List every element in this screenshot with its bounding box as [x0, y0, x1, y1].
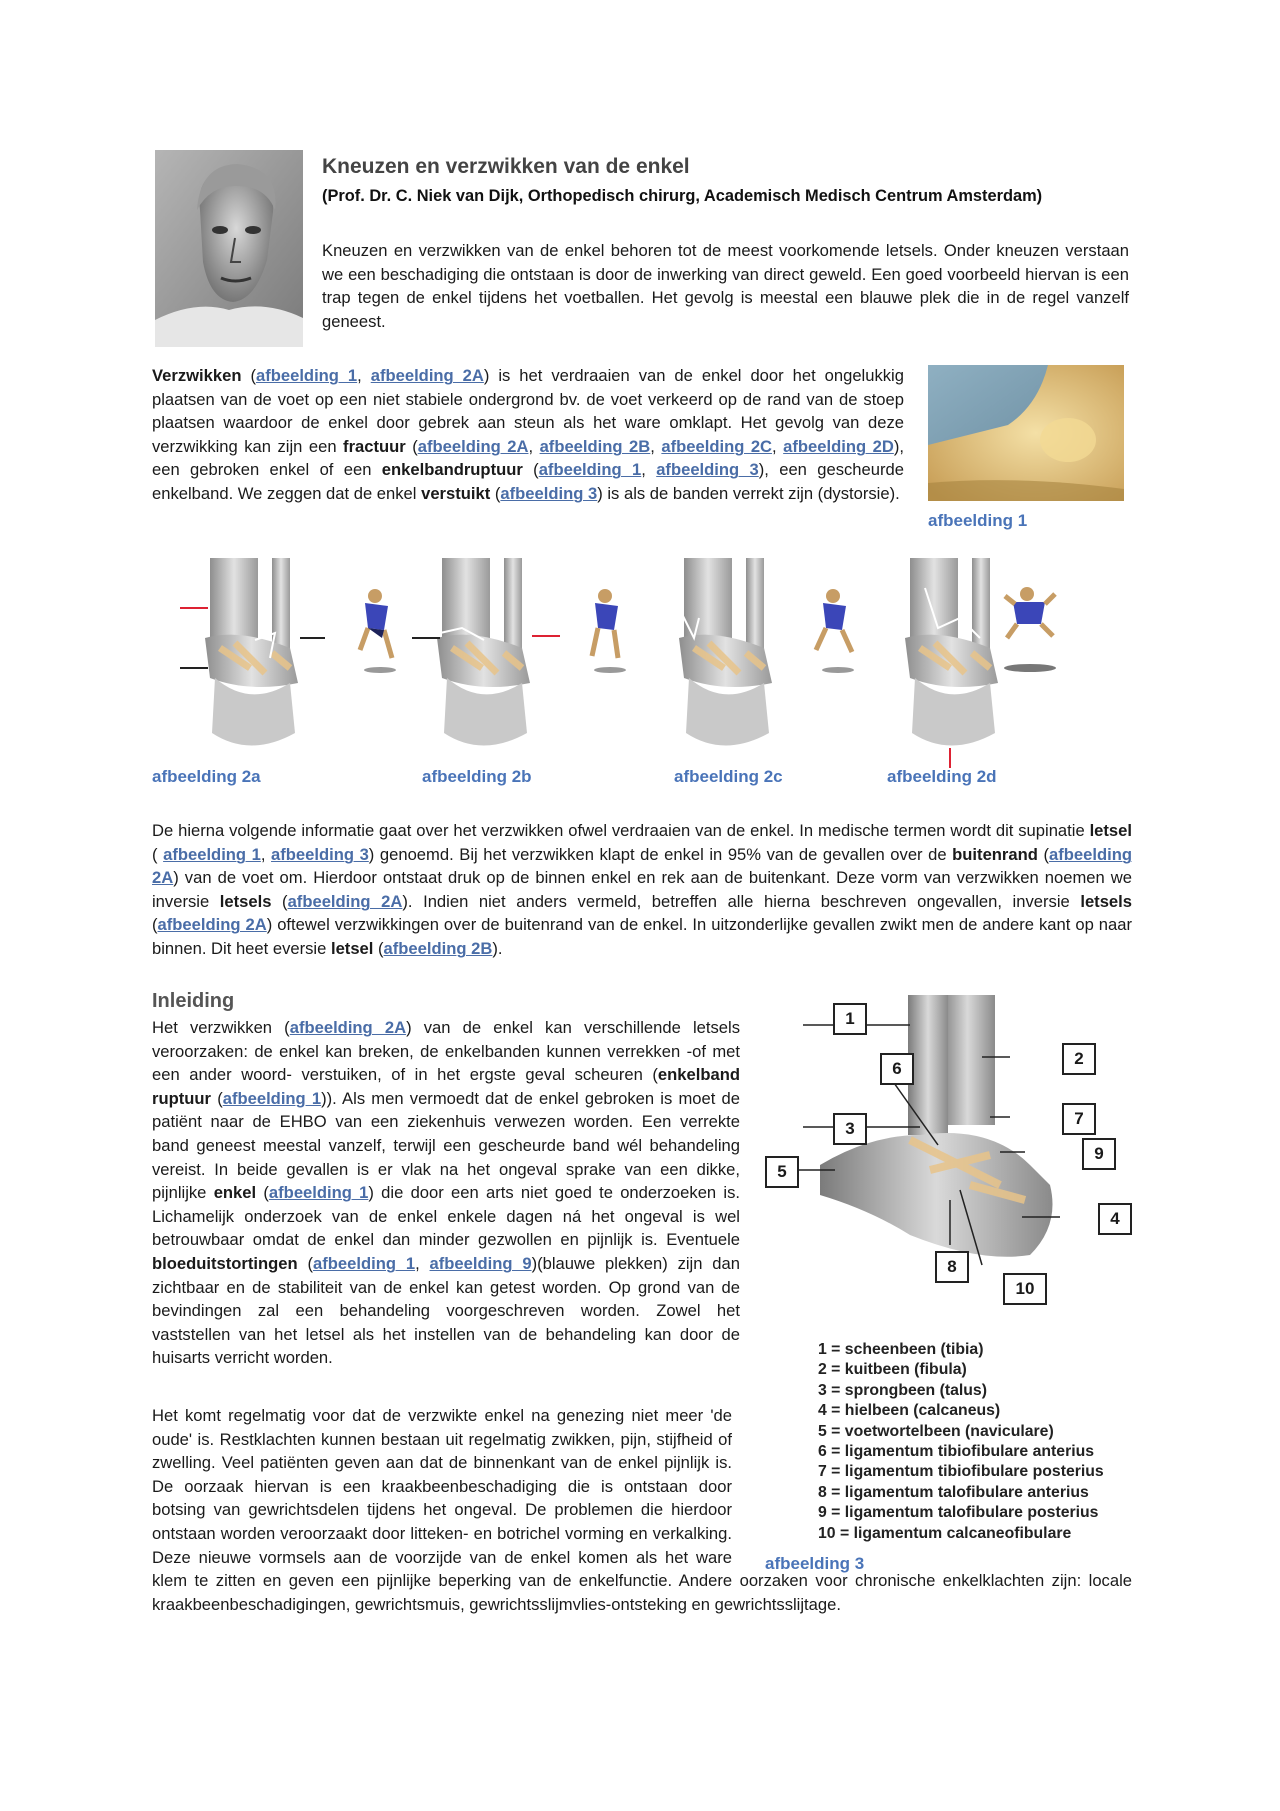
- term-enkelband-ruptuur: enkelband ruptuur: [152, 1065, 740, 1108]
- link-afbeelding-1[interactable]: afbeelding 1: [268, 1183, 369, 1203]
- hierna-paragraph: De hierna volgende informatie gaat over het verzwikken ofwel verdraaien van de enkel. In medische termen wordt dit supinatie letsel ( afbeelding 1, afbeelding 3) genoemd. Bij het verzwikken klapt de enkel in 95% van de gevallen over de buitenrand (afbeelding 2A) van de voet om. Hierdoor ontstaat druk op de binnen enkel en rek aan de buitenkant. Deze vorm van verzwikken noemen we inversie letsels (afbeelding 2A). Indien niet anders vermeld, betreffen alle hierna beschreven ongevallen, inversie letsels (afbeelding 2A) oftewel verzwikkingen over de buitenrand van de enkel. In uitzonderlijke gevallen zwikt men de andere kant op naar binnen. Dit heet eversie letsel (afbeelding 2B).: [152, 821, 1132, 958]
- legend-item: 3 = sprongbeen (talus): [818, 1381, 987, 1399]
- figure-2b-caption: afbeelding 2b: [422, 767, 532, 786]
- term-bloeduitstortingen: bloeduitstortingen: [152, 1253, 298, 1273]
- term-verzwikken: Verzwikken: [152, 366, 242, 385]
- link-afbeelding-3[interactable]: afbeelding 3: [271, 844, 369, 864]
- term-letsel: letsel: [330, 938, 374, 958]
- diagram-label-2: 2: [1062, 1043, 1096, 1075]
- link-afbeelding-9[interactable]: afbeelding 9: [429, 1253, 532, 1273]
- ankle-xray-2c: [674, 558, 772, 746]
- term-fractuur: fractuur: [343, 436, 406, 456]
- term-letsels: letsels: [219, 891, 272, 911]
- legend-item: 4 = hielbeen (calcaneus): [818, 1402, 1001, 1420]
- link-afbeelding-1[interactable]: afbeelding 1: [255, 366, 358, 385]
- inleiding-paragraph: Het verzwikken (afbeelding 2A) van de enkel kan verschillende letsels veroorzaken: de enkel kan breken, de enkelbanden kunnen verrekken -of met een ander woord- verstuiken, of in het ergste geval scheuren (enkelband ruptuur (afbeelding 1)). Als men vermoedt dat de enkel gebroken is moet de patiënt naar de EHBO van een ziekenhuis verwezen worden. Een verrekte band geneest meestal vanzelf, terwijl een gescheurde band wél behandeling vereist. In beide gevallen is er vlak na het ongeval sprake van een dikke, pijnlijke enkel (afbeelding 1) die door een arts niet goed te onderzoeken is. Lichamelijk onderzoek van de enkel enkele dagen ná het ongeval is wel betrouwbaar omdat de enkel dan minder gezwollen en pijnlijk is. Eventuele bloeduitstortingen (afbeelding 1, afbeelding 9)(blauwe plekken) zijn dan zichtbaar en de stabiliteit van de enkel kan getest worden. Op grond van de bevindingen zal een behandeling voorgeschreven worden. Zowel het vaststellen van het letsel als het instellen van de behandeling kan door de huisarts verricht worden.: [152, 1018, 740, 1368]
- diagram-label-9: 9: [1082, 1138, 1116, 1170]
- legend-item: 1 = scheenbeen (tibia): [818, 1341, 984, 1358]
- intro-paragraph: Kneuzen en verzwikken van de enkel behoren tot de meest voorkomende letsels. Onder kneuzen verstaan we een beschadiging die ontstaan is door de inwerking van direct geweld. Een goed voorbeeld hiervan is een trap tegen de enkel tijdens het voetballen. Het gevolg is meestal een blauwe plek die in de regel vanzelf geneest.: [322, 241, 1129, 331]
- diagram-label-8: 8: [935, 1251, 969, 1283]
- wrap-spacer: [732, 1404, 1132, 1569]
- player-illustration-2b: [592, 589, 626, 673]
- page-title: Kneuzen en verzwikken van de enkel: [322, 155, 690, 178]
- link-afbeelding-2d[interactable]: afbeelding 2D: [783, 436, 894, 456]
- player-illustration-2c: [816, 589, 854, 673]
- legend-item: 7 = ligamentum tibiofibulare posterius: [818, 1463, 1104, 1481]
- link-afbeelding-1[interactable]: afbeelding 1: [222, 1088, 322, 1108]
- verzwikken-paragraph: Verzwikken (afbeelding 1, afbeelding 2A) is het verdraaien van de enkel door het ongelukkig plaatsen van de voet op een niet stabiele ondergrond bv. de voet verkeerd op de rand van de stoep plaatsen waardoor de enkel door gebrek aan steun als het ware omklapt. Het gevolg van deze verzwikking kan zijn een fractuur (afbeelding 2A, afbeelding 2B, afbeelding 2C, afbeelding 2D), een gebroken enkel of een enkelbandruptuur (afbeelding 1, afbeelding 3), een gescheurde enkelband. We zeggen dat de enkel verstuikt (afbeelding 3) is als de banden verrekt zijn (dystorsie).: [152, 366, 904, 503]
- page-subtitle: (Prof. Dr. C. Niek van Dijk, Orthopedisch chirurg, Academisch Medisch Centrum Amsterdam): [322, 187, 1043, 205]
- diagram-label-5: 5: [765, 1156, 799, 1188]
- legend-item: 5 = voetwortelbeen (naviculare): [818, 1422, 1054, 1440]
- figure-2a-caption: afbeelding 2a: [152, 767, 261, 786]
- ankle-xray-2b: [412, 558, 560, 746]
- link-afbeelding-2c[interactable]: afbeelding 2C: [661, 436, 773, 456]
- figure-2-row: [150, 558, 1100, 768]
- diagram-label-1: 1: [833, 1003, 867, 1035]
- author-portrait: [155, 150, 303, 347]
- figure-1-caption: afbeelding 1: [928, 511, 1028, 530]
- term-letsel: letsel: [1089, 821, 1132, 840]
- legend-item: 2 = kuitbeen (fibula): [818, 1361, 967, 1379]
- link-afbeelding-2a[interactable]: afbeelding 2A: [417, 436, 529, 456]
- diagram-label-10: 10: [1003, 1273, 1047, 1305]
- link-afbeelding-1[interactable]: afbeelding 1: [538, 460, 642, 480]
- ankle-xray-2a: [180, 558, 325, 746]
- term-buitenrand: buitenrand: [952, 844, 1038, 864]
- diagram-label-6: 6: [880, 1053, 914, 1085]
- link-afbeelding-2a[interactable]: afbeelding 2A: [370, 366, 484, 385]
- link-afbeelding-3[interactable]: afbeelding 3: [500, 483, 598, 503]
- link-afbeelding-1[interactable]: afbeelding 1: [313, 1253, 416, 1273]
- link-afbeelding-2a[interactable]: afbeelding 2A: [287, 891, 403, 911]
- figure-3-caption: afbeelding 3: [765, 1554, 865, 1573]
- link-afbeelding-2b[interactable]: afbeelding 2B: [539, 436, 651, 456]
- link-afbeelding-2a[interactable]: afbeelding 2A: [289, 1018, 407, 1037]
- section-heading-inleiding: Inleiding: [152, 990, 235, 1012]
- legend-item: 10 = ligamentum calcaneofibulare: [818, 1524, 1072, 1542]
- link-afbeelding-3[interactable]: afbeelding 3: [656, 460, 759, 480]
- link-afbeelding-1[interactable]: afbeelding 1: [163, 844, 261, 864]
- legend-item: 9 = ligamentum talofibulare posterius: [818, 1504, 1099, 1522]
- link-afbeelding-2a[interactable]: afbeelding 2A: [157, 915, 267, 935]
- legend-item: 8 = ligamentum talofibulare anterius: [818, 1483, 1089, 1501]
- closing-paragraph: Het komt regelmatig voor dat de verzwikte enkel na genezing niet meer 'de oude' is. Restklachten kunnen bestaan uit regelmatig zwikken, pijn, stijfheid of zwelling. Veel patiënten geven aan dat de binnenkant van de enkel pijnlijk is. De oorzaak hiervan is een kraakbeenbeschadiging die is ontstaan door botsing van gewrichtsdelen tijdens het ongeval. De problemen die hierdoor ontstaan worden veroorzaakt door litteken- en botrichel vorming en verkalking. Deze nieuwe vormsels aan de voorzijde van de enkel komen als het ware klem te zitten en geven een pijnlijke beperking van de enkelfunctie. Andere oorzaken voor chronische enkelklachten zijn: locale kraakbeenbeschadigingen, gewrichtsmuis, gewrichtsslijmvlies-ontsteking en gewrichtsslijtage.: [152, 1406, 1132, 1614]
- ankle-xray-2d: [905, 558, 998, 768]
- term-enkelbandruptuur: enkelbandruptuur: [381, 460, 523, 480]
- diagram-label-4: 4: [1098, 1203, 1132, 1235]
- term-letsels: letsels: [1080, 891, 1132, 911]
- term-verstuikt: verstuikt: [421, 483, 491, 503]
- link-afbeelding-2b[interactable]: afbeelding 2B: [383, 938, 493, 958]
- diagram-label-3: 3: [833, 1113, 867, 1145]
- diagram-label-7: 7: [1062, 1103, 1096, 1135]
- figure-2c-caption: afbeelding 2c: [674, 767, 783, 786]
- figure-1-ankle-photo: [928, 365, 1124, 501]
- legend-item: 6 = ligamentum tibiofibulare anterius: [818, 1443, 1095, 1461]
- term-enkel: enkel: [213, 1183, 257, 1203]
- figure-3-ankle-diagram: [760, 995, 1120, 1310]
- player-illustration-2a: [360, 589, 396, 673]
- figure-2d-caption: afbeelding 2d: [887, 767, 997, 786]
- link-afbeelding-2a[interactable]: afbeelding 2A: [152, 844, 1132, 888]
- player-illustration-2d: [1004, 587, 1056, 672]
